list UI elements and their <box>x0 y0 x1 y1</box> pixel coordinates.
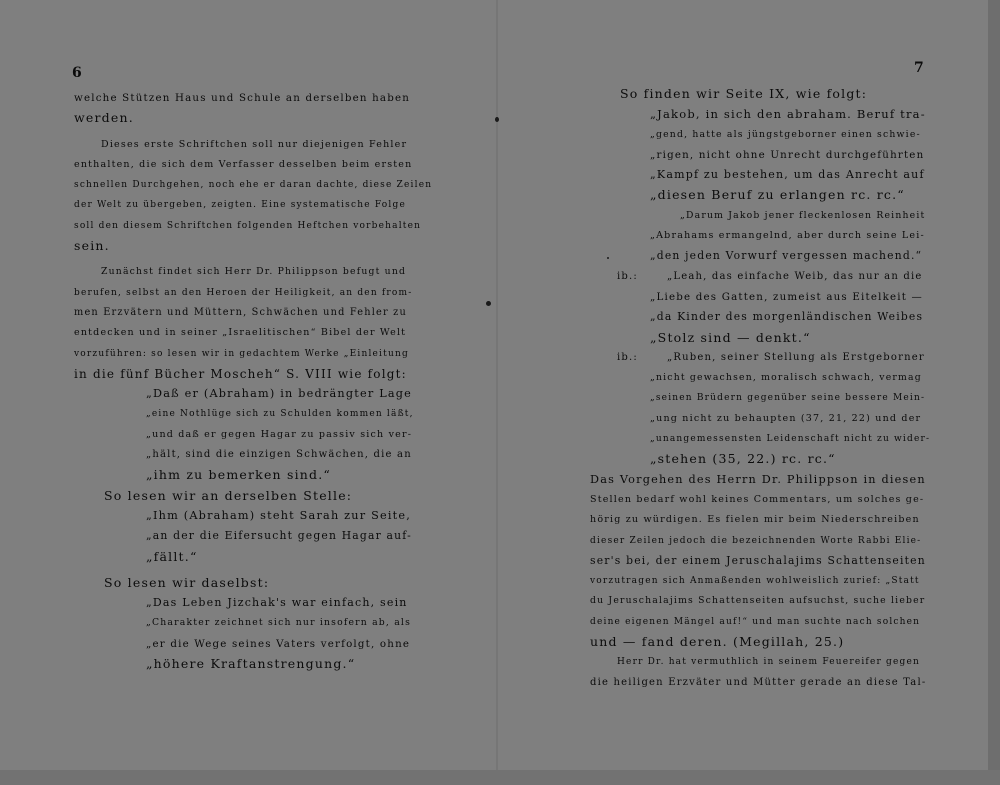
right-page-line <box>590 632 926 652</box>
right-page-edge <box>988 0 1000 785</box>
line-text: „Das Leben Jizchak's war einfach, sein <box>146 596 408 610</box>
line-text: „fällt.“ <box>146 548 198 564</box>
line-text: „den jeden Vorwurf vergessen machend.“ <box>650 249 923 263</box>
left-page-line <box>74 573 412 593</box>
line-text: „ung nicht zu behaupten (37, 21, 22) und der <box>650 412 922 424</box>
left-page-text <box>74 88 433 674</box>
ibid-label: ib.: <box>617 270 638 282</box>
right-page-line <box>590 612 926 632</box>
right-page-line <box>590 531 926 551</box>
line-text: So lesen wir an derselben Stelle: <box>104 487 353 503</box>
line-text: „Ihm (Abraham) steht Sarah zur Seite, <box>146 508 412 522</box>
left-page-line <box>74 135 412 155</box>
right-page-line <box>590 145 926 165</box>
line-text: Dieses erste Schriftchen soll nur diejenigen Fehler <box>101 138 408 150</box>
right-page-line <box>590 388 926 408</box>
line-text: „und daß er gegen Hagar zu passiv sich ver- <box>146 428 413 440</box>
right-page-line <box>590 307 926 327</box>
left-page-line <box>74 283 412 303</box>
line-text: ser's bei, der einem Jeruschalajims Schattenseiten <box>590 553 926 567</box>
line-text: So lesen wir daselbst: <box>104 574 270 590</box>
left-page-line <box>74 175 433 195</box>
bottom-page-edge <box>0 770 1000 785</box>
left-page-line <box>74 526 412 546</box>
right-page-line <box>590 287 926 307</box>
line-text: „Ruben, seiner Stellung als Erstgeborner <box>667 351 925 363</box>
right-page-line <box>590 652 926 672</box>
left-page-line <box>74 613 412 633</box>
right-page-line <box>590 591 926 611</box>
left-page-line <box>74 486 412 506</box>
line-text: „ihm zu bemerken sind.“ <box>146 467 332 483</box>
line-text: sein. <box>74 238 110 254</box>
left-page-line <box>74 465 412 485</box>
line-text: Herr Dr. hat vermuthlich in seinem Feuereifer gegen <box>617 657 921 668</box>
left-page-line <box>74 384 412 404</box>
line-text: „Darum Jakob jener fleckenlosen Reinheit <box>680 209 926 221</box>
line-text: vorzutragen sich Anmaßenden wohlweislich zurief: „Statt <box>590 576 920 587</box>
left-page-line <box>74 216 422 236</box>
line-text: dieser Zeilen jedoch die bezeichnenden Worte Rabbi Elie- <box>590 535 922 546</box>
ibid-label: ib.: <box>617 351 638 363</box>
right-page-line <box>590 125 926 145</box>
right-page-line <box>590 328 926 348</box>
right-page-line <box>590 510 926 530</box>
line-text: deine eigenen Mängel auf!“ und man suchte nach solchen <box>590 616 921 627</box>
right-page-line <box>590 551 926 571</box>
left-page-line <box>74 364 412 384</box>
right-page-line <box>590 673 926 693</box>
right-page-number: 7 <box>914 60 924 76</box>
right-page-line <box>590 206 926 226</box>
line-text: men Erzvätern und Müttern, Schwächen und Fehler zu <box>74 306 407 318</box>
line-text: „hält, sind die einzigen Schwächen, die an <box>146 449 412 461</box>
line-text: „Jakob, in sich den abraham. Beruf tra- <box>650 107 926 122</box>
right-page-line <box>590 429 931 449</box>
line-text: die heiligen Erzväter und Mütter gerade an diese Tal- <box>590 676 927 688</box>
left-page-line <box>74 323 412 343</box>
right-page-line <box>590 226 926 246</box>
right-page-line <box>590 185 926 205</box>
left-page-line <box>74 506 412 526</box>
line-text: „eine Nothlüge sich zu Schulden kommen läßt, <box>146 409 414 420</box>
ink-speck <box>486 301 491 306</box>
right-page-line <box>590 490 926 510</box>
right-page-line <box>590 84 926 104</box>
line-text: „an der die Eifersucht gegen Hagar auf- <box>146 529 412 543</box>
line-text: „Leah, das einfache Weib, das nur an die <box>667 270 923 282</box>
line-text: und — fand deren. (Megillah, 25.) <box>590 634 845 650</box>
left-page-line <box>74 654 412 674</box>
left-page-line <box>74 425 412 445</box>
left-page-line <box>74 108 412 128</box>
line-text: „stehen (35, 22.) rc. rc.“ <box>650 451 836 467</box>
right-page-text <box>590 84 931 693</box>
left-page-line <box>74 344 412 364</box>
line-text: „seinen Brüdern gegenüber seine bessere Mein- <box>650 393 926 404</box>
line-text: soll den diesem Schriftchen folgenden Heftchen vorbehalten <box>74 220 422 231</box>
left-page-line <box>74 593 412 613</box>
left-page-line <box>74 404 412 424</box>
left-page-line <box>74 634 412 654</box>
line-text: entdecken und in seiner „Israelitischen“ Bibel der Welt <box>74 327 407 339</box>
right-page-line <box>590 165 926 185</box>
left-page-line <box>74 547 412 567</box>
line-text: „diesen Beruf zu erlangen rc. rc.“ <box>650 187 905 203</box>
left-page-line <box>74 88 412 108</box>
line-text: „nicht gewachsen, moralisch schwach, vermag <box>650 372 922 384</box>
line-text: welche Stützen Haus und Schule an derselben haben <box>74 92 411 104</box>
line-text: „Liebe des Gatten, zumeist aus Eitelkeit — <box>650 290 923 303</box>
line-text: „Stolz sind — denkt.“ <box>650 329 811 345</box>
line-text: hörig zu würdigen. Es fielen mir beim Niederschreiben <box>590 514 920 526</box>
line-text: „Abrahams ermangelnd, aber durch seine Lei- <box>650 230 925 242</box>
left-page-line <box>74 262 412 282</box>
line-text: berufen, selbst an den Heroen der Heiligkeit, an den from- <box>74 287 413 298</box>
line-text: So finden wir Seite IX, wie folgt: <box>620 86 868 101</box>
line-text: „Kampf zu bestehen, um das Anrecht auf <box>650 168 925 182</box>
line-text: vorzuführen: so lesen wir in gedachtem Werke „Einleitung <box>74 348 409 359</box>
left-page-line <box>74 445 412 465</box>
right-page-line <box>590 348 926 368</box>
line-text: „Charakter zeichnet sich nur insofern ab, als <box>146 617 412 629</box>
right-page-line <box>590 104 926 124</box>
right-page-line <box>590 449 926 469</box>
right-page-line <box>590 409 926 429</box>
line-text: „da Kinder des morgenländischen Weibes <box>650 310 924 324</box>
left-page-line <box>74 236 412 256</box>
line-text: „rigen, nicht ohne Unrecht durchgeführten <box>650 148 925 161</box>
line-text: Stellen bedarf wohl keines Commentars, um solches ge- <box>590 493 925 505</box>
left-page-line <box>74 303 412 323</box>
right-page-line <box>590 246 926 266</box>
left-page-line <box>74 155 412 175</box>
ink-speck <box>495 117 499 122</box>
right-page-line <box>590 571 926 591</box>
line-text: der Welt zu übergeben, zeigten. Eine systematische Folge <box>74 200 406 211</box>
right-page-line <box>590 470 926 490</box>
line-text: „Daß er (Abraham) in bedrängter Lage <box>146 387 413 401</box>
line-text: Das Vorgehen des Herrn Dr. Philippson in diesen <box>590 472 926 486</box>
line-text: „gend, hatte als jüngstgeborner einen schwie- <box>650 128 921 140</box>
line-text: „unangemessensten Leidenschaft nicht zu wider- <box>650 434 931 445</box>
line-text: Zunächst findet sich Herr Dr. Philippson befugt und <box>101 266 407 278</box>
line-text: „höhere Kraftanstrengung.“ <box>146 656 356 672</box>
ink-speck <box>607 257 609 259</box>
line-text: „er die Wege seines Vaters verfolgt, ohne <box>146 637 411 650</box>
line-text: schnellen Durchgehen, noch ehe er daran dachte, diese Zeilen <box>74 180 433 191</box>
right-page-line <box>590 267 926 287</box>
line-text: werden. <box>74 110 134 126</box>
right-page-line <box>590 368 926 388</box>
line-text: in die fünf Bücher Moscheh“ S. VIII wie folgt: <box>74 366 407 381</box>
line-text: enthalten, die sich dem Verfasser desselben beim ersten <box>74 158 413 170</box>
left-page-number: 6 <box>72 65 82 81</box>
line-text: du Jeruschalajims Schattenseiten aufsuchst, suche lieber <box>590 595 926 607</box>
left-page-line <box>74 195 412 215</box>
